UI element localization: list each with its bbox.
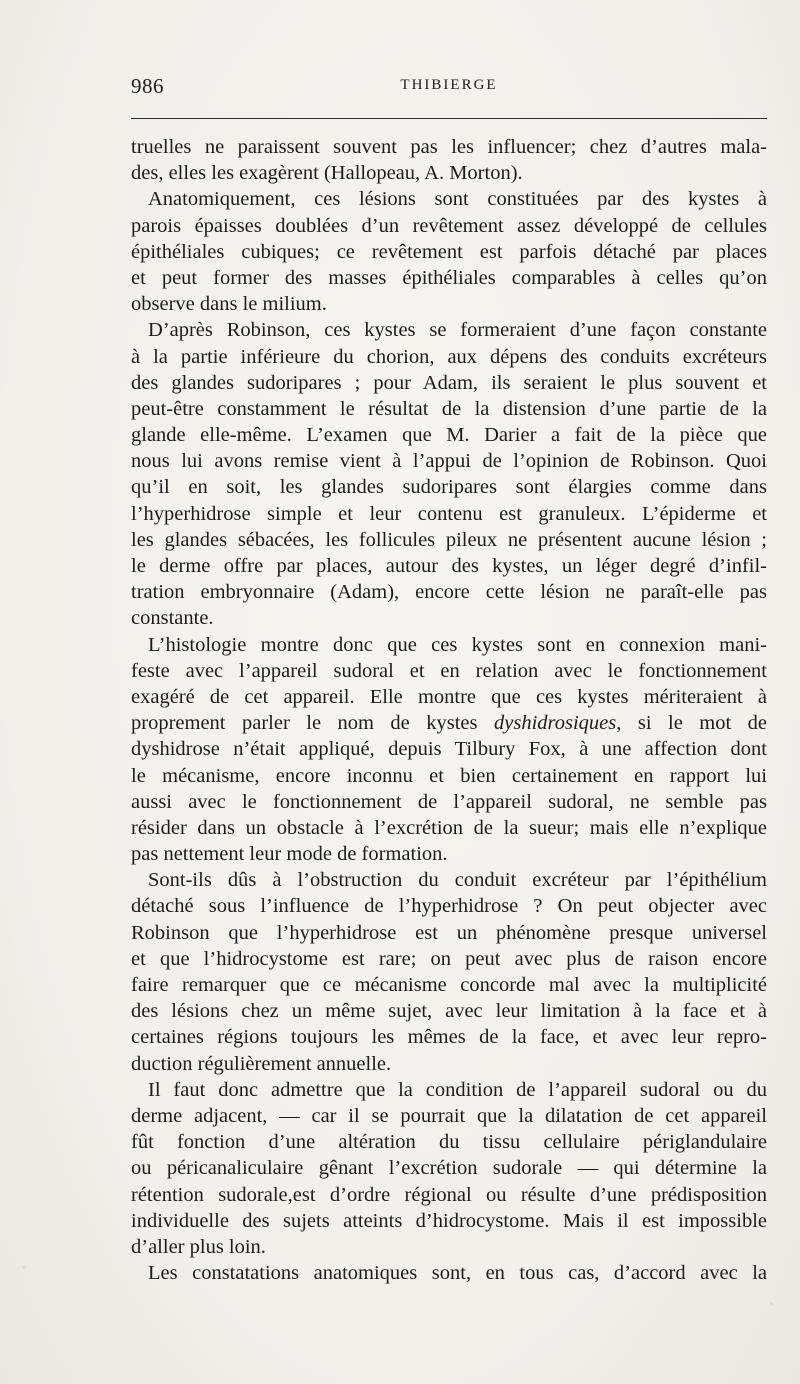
text-line: des lésions chez un même sujet, avec leur limitation à la face et à [131,1000,767,1023]
text-line: individuelle des sujets atteints d’hidrocystome. Mais il est impossible [131,1209,767,1232]
italic-term: dyshidrosiques [494,712,617,735]
text-line: derme adjacent, — car il se pourrait que la dilatation de cet appareil [131,1104,767,1127]
text-line: épithéliales cubiques; ce revêtement est parfois détaché par places [131,240,767,263]
text-line: à la partie inférieure du chorion, aux dépens des conduits excréteurs [131,345,767,368]
text-line: ou péricanaliculaire gênant l’excrétion sudorale — qui détermine la [131,1157,767,1180]
text-line: feste avec l’appareil sudoral et en relation avec le fonctionnement [131,659,767,682]
body-text [131,134,767,1286]
text-line: proprement parler le nom de kystes dyshidrosiques, si le mot de [131,712,767,735]
text-line: l’hyperhidrose simple et leur contenu est granuleux. L’épiderme et [131,502,767,525]
paper-speck [22,1266,26,1269]
text-line: tration embryonnaire (Adam), encore cette lésion ne paraît-elle pas [131,581,767,604]
text-line: truelles ne paraissent souvent pas les influencer; chez d’autres mala- [131,136,767,158]
header-rule [131,118,767,119]
text-line: Sont-ils dûs à l’obstruction du conduit excréteur par l’épithélium [148,869,767,892]
text-line: qu’il en soit, les glandes sudoripares sont élargies comme dans [131,476,767,499]
text-line: peut-être constamment le résultat de la distension d’une partie de la [131,397,767,420]
text-line: D’après Robinson, ces kystes se formeraient d’une façon constante [148,319,767,342]
text-line: faire remarquer que ce mécanisme concorde mal avec la multiplicité [131,974,767,996]
text-line: nous lui avons remise vient à l’appui de l’opinion de Robinson. Quoi [131,450,767,473]
text-line: rétention sudorale,est d’ordre régional ou résulte d’une prédisposition [131,1183,767,1206]
text-line: Les constatations anatomiques sont, en tous cas, d’accord avec la [148,1262,767,1285]
text-line: détaché sous l’influence de l’hyperhidrose ? On peut objecter avec [131,895,767,918]
text-line: parois épaisses doublées d’un revêtement assez développé de cellules [131,214,767,237]
running-head: THIBIERGE [400,77,498,93]
page-header [131,74,767,104]
text-line: et que l’hidrocystome est rare; on peut avec plus de raison encore [131,947,767,970]
text-line: les glandes sébacées, les follicules pileux ne présentent aucune lésion ; [131,528,767,551]
text-line: résider dans un obstacle à l’excrétion de la sueur; mais elle n’explique [131,816,767,839]
text-line: d’aller plus loin. [131,1235,266,1258]
text-line: aussi avec le fonctionnement de l’appareil sudoral, ne semble pas [131,790,767,813]
text-line: glande elle-même. L’examen que M. Darier a fait de la pièce que [131,424,767,447]
text-line: et peut former des masses épithéliales comparables à celles qu’on [131,266,767,289]
text-line: le derme offre par places, autour des kystes, un léger degré d’infil- [131,555,767,577]
text-line: duction régulièrement annuelle. [131,1052,392,1075]
text-line: observe dans le milium. [131,293,327,316]
text-line: pas nettement leur mode de formation. [131,843,448,866]
text-line: Robinson que l’hyperhidrose est un phénomène presque universel [131,921,767,944]
text-line: des, elles les exagèrent (Hallopeau, A. Morton). [131,162,523,185]
text-line: Il faut donc admettre que la condition de l’appareil sudoral ou du [148,1078,767,1101]
text-line: Anatomiquement, ces lésions sont constituées par des kystes à [148,188,767,211]
text-line: L’histologie montre donc que ces kystes sont en connexion mani- [148,633,767,656]
text-line: des glandes sudoripares ; pour Adam, ils seraient le plus souvent et [131,371,767,394]
text-line: le mécanisme, encore inconnu et bien certainement en rapport lui [131,764,767,787]
text-line: certaines régions toujours les mêmes de la face, et avec leur repro- [131,1026,767,1049]
text-line: exagéré de cet appareil. Elle montre que ces kystes mériteraient à [131,685,767,708]
text-line: fût fonction d’une altération du tissu cellulaire périglandulaire [131,1131,767,1154]
text-line: dyshidrose n’était appliqué, depuis Tilbury Fox, à une affection dont [131,738,767,761]
page-number: 986 [131,74,164,98]
text-line: constante. [131,607,214,630]
paper-speck [770,1302,773,1305]
